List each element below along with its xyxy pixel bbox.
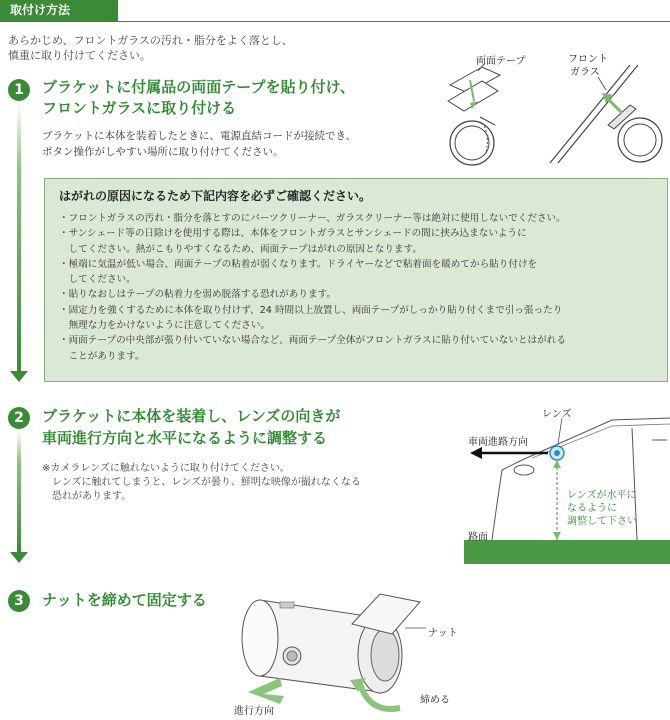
level-note-line-1: レンズが水平に (567, 490, 637, 501)
step-1-text-line-1: ブラケットに本体を装着したときに、電源直結コードが接続でき、 (42, 130, 357, 142)
warning-item: ・貼りなおしはテープの粘着力を弱め脱落する恐れがあります。 (59, 289, 336, 301)
step-3-title: ナットを締めて固定する (42, 591, 207, 609)
glass-label-line-2: ガラス (570, 67, 600, 78)
vehicle-direction-label: 車両進路方向 (468, 437, 528, 448)
step-1-title-line-1: ブラケットに付属品の両面テープを貼り付け、 (42, 78, 355, 96)
step-2-title-line-2: 車両進行方向と水平になるように調整する (42, 429, 328, 447)
warning-item: ・フロントガラスの汚れ・脂分を落とすのにパーツクリーナー、ガラスクリーナー等は絶対に使用しないでください。 (59, 213, 566, 224)
bracket-on-glass-icon (602, 93, 662, 162)
step-1-text-line-2: ボタン操作がしやすい場所に取り付けてください。 (42, 146, 284, 158)
step-2-note-line-3: 恐れがあります。 (42, 491, 132, 502)
warning-item: ことがあります。 (59, 350, 145, 362)
intro-line-1: あらかじめ、フロントガラスの汚れ・脂分をよく落とし、 (8, 34, 293, 47)
lens-icon (550, 446, 564, 460)
direction-arrow-icon (470, 447, 548, 459)
step-1-arrow-icon (10, 371, 28, 382)
warning-item: ・サンシェード等の日除けを使用する際は、本体をフロントガラスとサンシェードの間に挟み込まないように (59, 228, 527, 240)
step-3-number: 3 (8, 590, 30, 612)
bracket-icon (450, 117, 495, 165)
warning-item: ・両面テープの中央部が張り付いていない場合など、両面テープ全体がフロントガラスに貼り付いていないとはがれる (59, 335, 566, 347)
step-1-title-line-2: フロントガラスに取り付ける (42, 99, 237, 117)
step-2-note-line-1: ※カメラレンズに触れないように取り付けてください。 (42, 463, 290, 474)
step-2-note-line-2: レンズに触れてしまうと、レンズが曇り、鮮明な映像が撮れなくなる (42, 477, 361, 488)
step-1-progress-bar (17, 103, 21, 371)
height-measure-icon (553, 460, 561, 540)
level-note-line-2: なるように (567, 503, 617, 514)
road-surface (464, 540, 670, 564)
warning-title: はがれの原因になるため下記内容を必ずご確認ください。 (59, 189, 372, 203)
warning-item: ・固定力を強くするために本体を取り付けず、24 時間以上放置し、両面テープがしっかり貼り付くまで引っ張ったり (59, 304, 563, 316)
warning-list (57, 211, 657, 364)
tape-label: 両面テープ (476, 56, 526, 67)
lens-label: レンズ (542, 409, 572, 420)
section-header: 取付け方法 (0, 0, 118, 21)
step-2-arrow-icon (10, 552, 28, 563)
tighten-label: 締める (420, 695, 450, 706)
step-1-number: 1 (8, 79, 30, 101)
bracket-tape-illustration (430, 45, 670, 170)
travel-direction-label: 進行方向 (234, 706, 274, 717)
glass-label-line-1: フロント (568, 54, 608, 65)
header-divider (0, 21, 670, 22)
level-note-line-3: 調整して下さい (567, 516, 637, 527)
step-2-number: 2 (8, 407, 30, 429)
double-sided-tape-icon (448, 67, 500, 111)
warning-item: してください。 (59, 274, 136, 286)
step-2-progress-bar (17, 431, 21, 553)
intro-line-2: 慎重に取り付けてください。 (8, 49, 151, 62)
warning-item: 無理な力をかけないように注意してください。 (59, 320, 271, 332)
nut-label: ナット (428, 628, 458, 639)
step-2-title-line-1: ブラケットに本体を装着し、レンズの向きが (42, 407, 341, 425)
car-lens-illustration (462, 400, 670, 566)
travel-direction-arrow-icon (248, 678, 284, 704)
warning-item: ・極端に気温が低い場合、両面テープの粘着が弱くなります。ドライヤーなどで粘着面を暖めてから貼り付けを (59, 258, 538, 270)
warning-box (44, 178, 668, 382)
warning-item: してください。熱がこもりやすくなるため、両面テープはがれの原因となります。 (59, 243, 422, 255)
road-label: 路面 (468, 532, 488, 543)
